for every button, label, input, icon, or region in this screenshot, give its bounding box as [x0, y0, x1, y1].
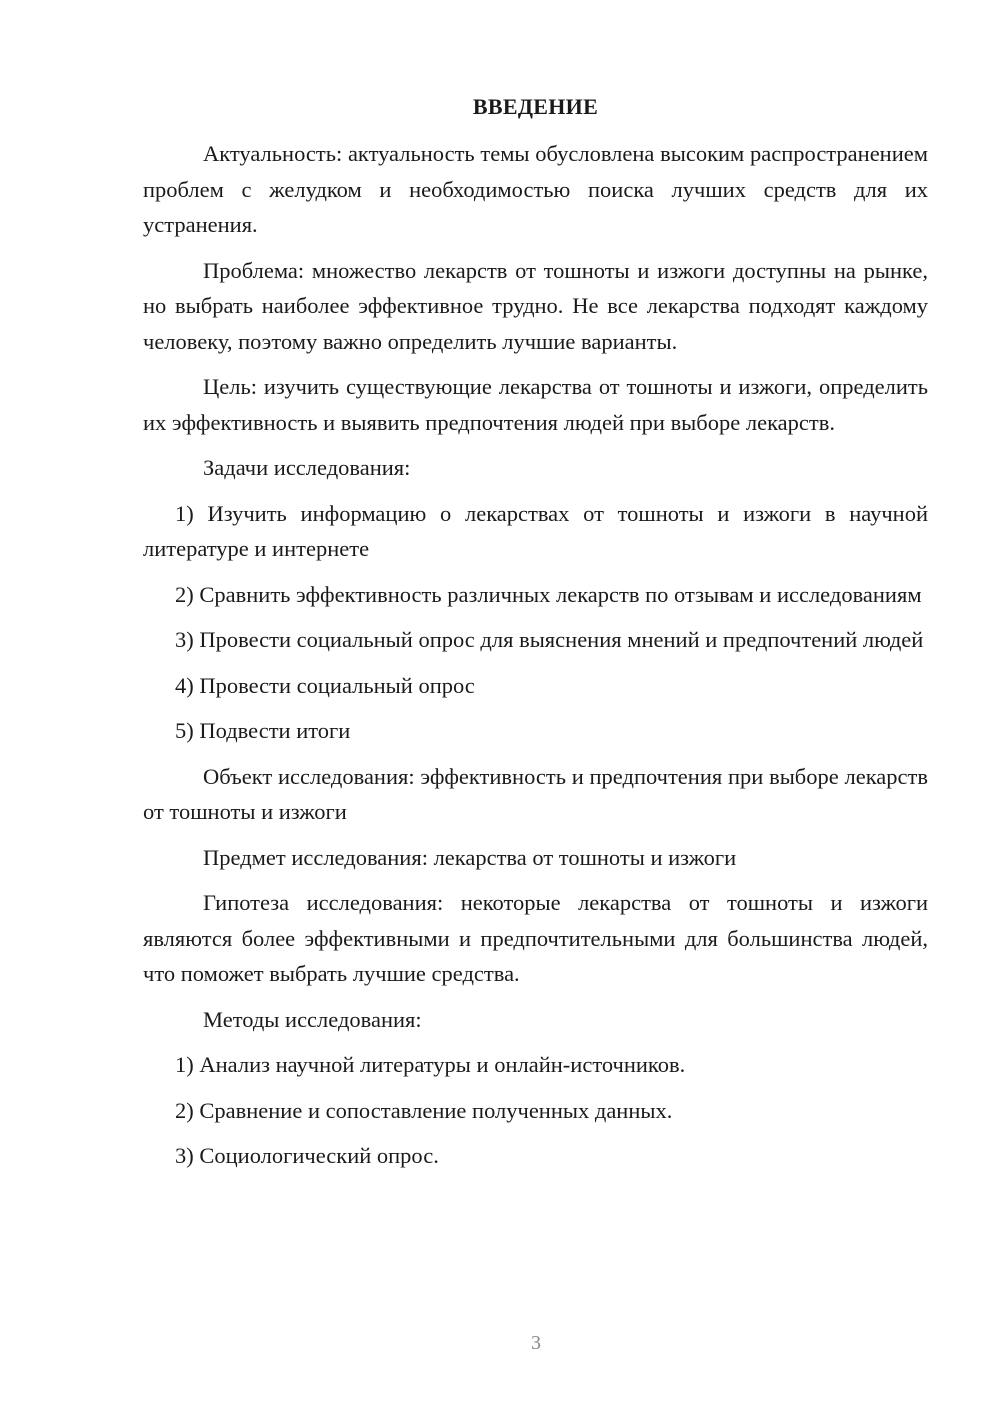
- task-item-4: 4) Провести социальный опрос: [175, 672, 475, 698]
- method-item-3: 3) Социологический опрос.: [175, 1143, 439, 1168]
- page-title: ВВЕДЕНИЕ: [472, 94, 599, 119]
- page-number: 3: [531, 1332, 541, 1354]
- paragraph-goal: Цель: изучить существующие лекарства от тошноты и изжоги, определить их эффективность и выявить предпочтения людей при выборе лекарств.: [143, 374, 928, 435]
- paragraph-tasks-heading: Задачи исследования:: [203, 455, 411, 480]
- paragraph-problem: Проблема: множество лекарств от тошноты и изжоги доступны на рынке, но выбрать наиболее эффективное трудно. Не все лекарства подходят каждому человеку, поэтому важно определить лучшие варианты.: [143, 257, 928, 354]
- paragraph-object: Объект исследования: эффективность и предпочтения при выборе лекарств от тошноты и изжоги: [143, 763, 928, 824]
- paragraph-methods-heading: Методы исследования:: [203, 1006, 422, 1032]
- paragraph-subject: Предмет исследования: лекарства от тошноты и изжоги: [203, 844, 737, 870]
- document-page: [143, 92, 928, 1184]
- method-item-2: 2) Сравнение и сопоставление полученных данных.: [175, 1097, 673, 1123]
- task-item-5: 5) Подвести итоги: [175, 718, 351, 743]
- method-item-1: 1) Анализ научной литературы и онлайн-источников.: [175, 1052, 686, 1077]
- paragraph-hypothesis: Гипотеза исследования: некоторые лекарства от тошноты и изжоги являются более эффективными и предпочтительными для большинства людей, что поможет выбрать лучшие средства.: [143, 890, 928, 986]
- task-item-3: 3) Провести социальный опрос для выяснения мнений и предпочтений людей: [175, 627, 924, 652]
- task-item-1: 1) Изучить информацию о лекарствах от тошноты и изжоги в научной литературе и интернете: [143, 500, 928, 561]
- task-item-2: 2) Сравнить эффективность различных лекарств по отзывам и исследованиям: [175, 581, 922, 607]
- paragraph-relevance: Актуальность: актуальность темы обусловлена высоким распространением проблем с желудком и необходимостью поиска лучших средств для их устранения.: [143, 141, 928, 237]
